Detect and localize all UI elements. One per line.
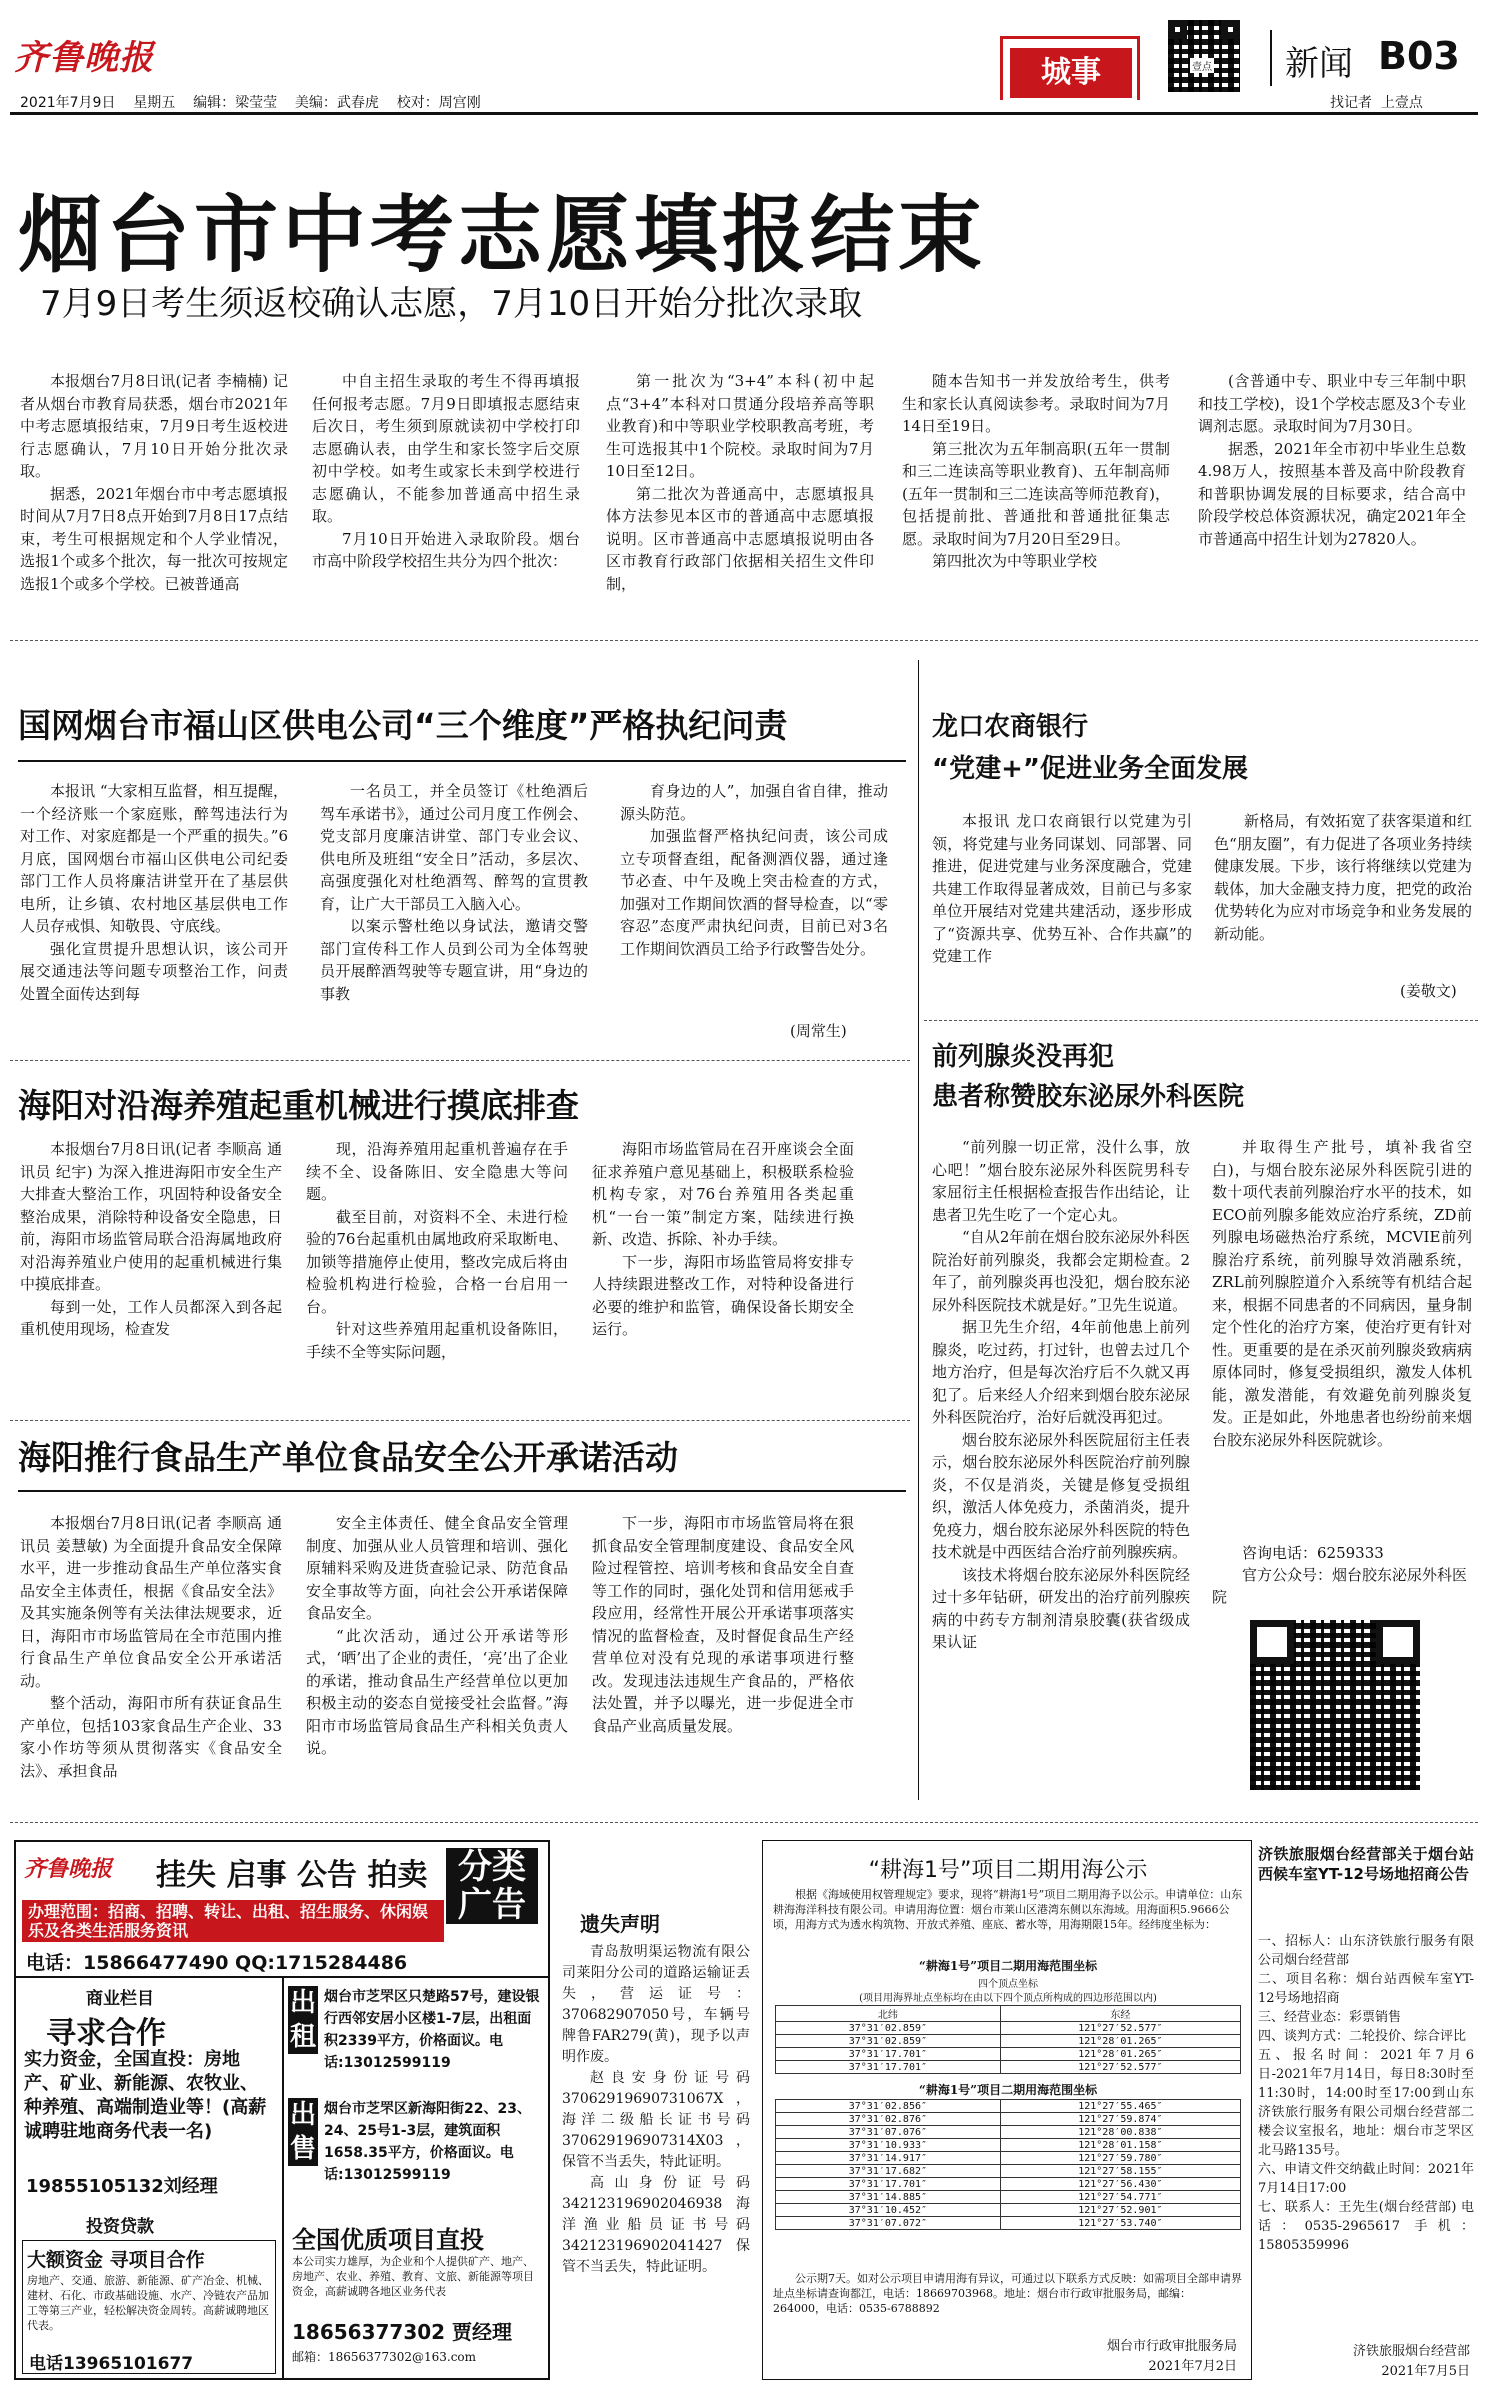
qr-caption: 壹点 (1190, 58, 1214, 73)
sea-sign: 烟台市行政审批服务局 (1106, 2339, 1237, 2354)
side1-column-2: 新格局，有效拓宽了获客渠道和红色“朋友圈”，有力促进了各项业务持续健康发展。下步，该行将继续以党建为载体，加大金融支持力度，把党的政治优势转化为应对市场竞争和业务发展的新动能。 (1214, 812, 1472, 943)
biz-phone: 19855105132刘经理 (26, 2176, 218, 2197)
nat-title: 全国优质项目直投 (292, 2226, 484, 2254)
sell-tag: 出售 (289, 2100, 316, 2164)
side2-column-1: “前列腺一切正常，没什么事，放心吧！”烟台胶东泌尿外科医院男科专家屈衍主任根据检查报告作出结论，让患者卫先生吃了一个定心丸。 “自从2年前在烟台胶东泌尿外科医院治好前列腺炎，我都会定期检查。2年了，前列腺炎再也没犯，烟台胶东泌尿外科医院技术就是好。”卫先生说道。 据卫先生介绍，4年前他患上前列腺炎，吃过药，打过针，也曾去过几个地方治疗，但是每次治疗后不久就又再犯了。后来经人介绍来到烟台胶东泌尿外科医院治疗，治好后就没再犯过。 烟台胶东泌尿外科医院屈衍主任表示，烟台胶东泌尿外科医院治疗前列腺炎，不仅是消炎，关键是修复受损组织，激活人体免疫力，杀菌消炎，提升免疫力，烟台胶东泌尿外科医院的特色技术就是中西医结合治疗前列腺疾病。 该技术将烟台胶东泌尿外科医院经过十多年钻研，研发出的治疗前列腺疾病的中药专方制剂清泉胶囊(获省级成果认证 (932, 1138, 1190, 1651)
header-vline (1270, 30, 1272, 86)
lost-title: 遗失声明 (580, 1912, 660, 1936)
table-row: 37°31′02.859″ 121°27′52.577″ (776, 2022, 1241, 2035)
side1-column-1: 本报讯 龙口农商银行以党建为引领，将党建与业务同谋划、同部署、同推进，促进党建与业务深度融合，党建共建工作取得显著成效，目前已与多家单位开展结对党建共建活动，逐步形成了“资源共享、优势互补、合作共赢”的党建工作 (932, 812, 1192, 965)
lead-headline: 烟台市中考志愿填报结束 (18, 186, 987, 284)
classified-scope: 办理范围：招商、招聘、转让、出租、招生服务、休闲娱乐及各类生活服务资讯 (22, 1900, 444, 1942)
sea-table1-sub: 四个顶点坐标 (978, 1979, 1038, 1990)
classified-contact: 电话：15866477490 QQ:1715284486 (26, 1952, 408, 1974)
article1-rule (18, 760, 906, 762)
rail-items (1258, 1932, 1474, 2255)
sea-table1-title: “耕海1号”项目二期用海范围坐标 (918, 1959, 1098, 1973)
article3-column-3: 下一步，海阳市市场监管局将在狠抓食品安全管理制度建设、食品安全风险过程管控、培训考核和食品安全自查等工作的同时，强化处罚和信用惩戒手段应用，经常性开展公开承诺事项落实情况的监督检查，及时督促食品生产经营单位对没有兑现的承诺事项进行整改。发现违法违规生产食品的，严格依法处置，并予以曝光，进一步促进全市食品产业高质量发展。 (592, 1514, 854, 1735)
article2-column-2: 现，沿海养殖用起重机普遍存在手续不全、设备陈旧、安全隐患大等问题。 截至目前，对资料不全、未进行检验的76台起重机由属地政府采取断电、加锁等措施停止使用，整改完成后将由检验机构进行检验，合格一台启用一台。 针对这些养殖用起重机设备陈旧，手续不全等实际问题， (306, 1140, 568, 1361)
ad-divider (10, 1822, 1478, 1823)
inv-box (22, 2240, 276, 2374)
side1-title-2: “党建+”促进业务全面发展 (932, 754, 1248, 784)
rent-body: 烟台市芝罘区只楚路57号，建设银行西邻安居小区楼1-7层，出租面积2339平方，价格面议。电话:13012599119 (324, 1989, 540, 2071)
side2-title-1: 前列腺炎没再犯 (932, 1042, 1115, 1072)
proof-credit: 校对：周宫刚 (396, 95, 481, 111)
issue-info (20, 92, 481, 112)
inv-heading: 投资贷款 (86, 2217, 154, 2237)
side2-qr-code (1250, 1620, 1420, 1790)
rail-item: 七、联系人：王先生(烟台经营部) 电话：0535-2965617 手机：15805359996 (1258, 2200, 1474, 2253)
article2-headline: 海阳对沿海养殖起重机械进行摸底排查 (18, 1086, 579, 1125)
nat-body: 本公司实力雄厚，为企业和个人提供矿产、地产、房地产、农业、养殖、教育、文旅、新能源等项目资金，高薪诚聘各地区业务代表 (292, 2255, 534, 2298)
article3-column-2: 安全主体责任、健全食品安全管理制度、加强从业人员管理和培训、强化原辅料采购及进货查验记录、防范食品安全事故等方面，向社会公开承诺保障食品安全。 “此次活动，通过公开承诺等形式，‘晒’出了企业的责任，‘亮’出了企业的承诺，推动食品生产经营单位以更加积极主动的姿态自觉接受社会监督。”海阳市市场监管局食品生产科相关负责人说。 (306, 1514, 568, 1757)
lead-divider (10, 640, 1478, 641)
biz-body: 实力资金，全国直投：房地产、矿业、新能源、农牧业、种养殖、高端制造业等！(高薪诚聘驻地商务代表一名) (24, 2049, 267, 2142)
classified-logo: 齐鲁晚报 (24, 1857, 113, 1882)
header-qr-code (1168, 20, 1240, 92)
sea-title: “耕海1号”项目二期用海公示 (868, 1858, 1148, 1883)
lead-column-1: 本报烟台7月8日讯(记者 李楠楠) 记者从烟台市教育局获悉，烟台市2021年中考志愿填报结束，7月9日考生返校进行志愿确认，7月10日开始分批次录取。 据悉，2021年烟台市中考志愿填报时间从7月7日8点开始到7月8日17点结束，考生可根据规定和个人学业情况，选报1个或多个批次，每一批次可按规定选报1个或多个学校。已被普通高 (20, 372, 288, 593)
table-row: 37°31′10.452″ 121°27′52.901″ (776, 2204, 1241, 2217)
rail-item: 五、报名时间：2021年7月6日-2021年7月14日，每日8:30时至11:30时，14:00时至17:00到山东济铁旅行服务有限公司烟台经营部二楼会议室报名，地址：烟台市芝罘区北马路135号。 (1258, 2048, 1474, 2158)
table-row: 37°31′17.682″ 121°27′58.155″ (776, 2165, 1241, 2178)
sea-table-1 (775, 2005, 1241, 2074)
table1-head-lat: 北纬 (776, 2006, 1001, 2022)
side1-title-1: 龙口农商银行 (932, 712, 1089, 742)
side1-divider (924, 1020, 1478, 1021)
side2-phone: 咨询电话：6259333 (1242, 1544, 1384, 1562)
lead-column-3: 第一批次为“3+4”本科(初中起点“3+4”本科对口贯通分段培养高等职业教育)和中等职业学校职教高考班，考生可选报其中1个院校。录取时间为7月10日至12日。 第二批次为普通高中，志愿填报具体方法参见本区市的普通高中志愿填报说明。区市普通高中志愿填报说明由各区市教育行政部门依据相关招生文件印制， (606, 372, 874, 593)
table-row: 37°31′02.876″ 121°27′59.874″ (776, 2113, 1241, 2126)
classified-headline: 挂失 启事 公告 拍卖 (156, 1858, 428, 1893)
table-row: 37°31′14.917″ 121°27′59.780″ (776, 2152, 1241, 2165)
rent-tag: 出租 (289, 1988, 316, 2052)
table-row: 37°31′17.701″ 121°27′56.430″ (776, 2178, 1241, 2191)
table-row: 37°31′07.072″ 121°27′53.740″ (776, 2217, 1241, 2230)
nat-phone: 18656377302 贾经理 (292, 2320, 513, 2344)
rail-date: 2021年7月5日 (1381, 2364, 1470, 2379)
lead-subheadline: 7月9日考生须返校确认志愿，7月10日开始分批次录取 (40, 284, 863, 324)
inv-body: 房地产、交通、旅游、新能源、矿产冶金、机械、建材、石化、市政基础设施、水产、冷链农产品加工等第三产业，轻松解决资金周转。高薪诚聘地区代表。 (27, 2274, 269, 2332)
biz-title: 寻求合作 (46, 2016, 166, 2051)
classified-tag: 分类广告 (446, 1848, 538, 1924)
article1-divider (10, 1060, 910, 1061)
article1-byline: (周常生) (790, 1022, 847, 1040)
editor-credit: 编辑：梁莹莹 (193, 95, 278, 111)
lead-column-5: (含普通中专、职业中专三年制中职和技工学校)，设1个学校志愿及3个专业调剂志愿。录取时间为7月30日。 据悉，2021年全市初中毕业生总数4.98万人，按照基本普及高中阶段教育和普职协调发展的目标要求，结合高中阶段学校总体资源状况，确定2021年全市普通高中招生计划为27820人。 (1198, 372, 1466, 548)
article3-column-1: 本报烟台7月8日讯(记者 李顺高 通讯员 姜慧敏) 为全面提升食品安全保障水平，进一步推动食品生产单位落实食品安全主体责任，根据《食品安全法》及其实施条例等有关法律法规要求，近日，海阳市市场监管局在全市范围内推行食品生产单位食品安全公开承诺活动。 整个活动，海阳市所有获证食品生产单位，包括103家食品生产企业、33家小作坊等须从贯彻落实《食品安全法》、承担食品 (20, 1514, 282, 1780)
side-vline (918, 660, 919, 1800)
table-row: 37°31′02.856″ 121°27′55.465″ (776, 2100, 1241, 2113)
lost-body: 青岛敖明渠运物流有限公司莱阳分公司的道路运输证丢失，营运证号：370682907050号，车辆号牌鲁FAR279(黄)，现予以声明作废。 赵良安身份证号码370629196907310​67X，海洋二级船长证书号码370629196907314X03，保管不当丢失，特此证明。 高山身份证号码342123196902046938海洋渔业船员证书号码342123196902041427保管不当丢失，特此证明。 (562, 1944, 750, 2275)
classified-vline (282, 1978, 284, 2380)
article2-divider (10, 1420, 910, 1421)
article1-column-2: 一名员工，并全员签订《杜绝酒后驾车承诺书》，通过公司月度工作例会、党支部月度廉洁讲堂、部门专业会议、供电所及班组“安全日”活动，多层次、高强度强化对杜绝酒驾、醉驾的宣贯教育，让广大干部员工入脑入心。 以案示警杜绝以身试法，邀请交警部门宣传科工作人员到公司为全体驾驶员开展醉酒驾驶等专题宣讲，用“身边的事教 (320, 782, 588, 1003)
sea-table1-caption: (项目用海界址点坐标均在由以下四个顶点所构成的四边形范围以内) (859, 1993, 1157, 2004)
table-row: 37°31′17.701″ 121°28′01.265″ (776, 2048, 1241, 2061)
table-row: 37°31′02.859″ 121°28′01.265″ (776, 2035, 1241, 2048)
sea-sign-date: 2021年7月2日 (1148, 2359, 1237, 2374)
rail-item: 一、招标人：山东济铁旅行服务有限公司烟台经营部 (1258, 1934, 1474, 1968)
table-row: 37°31′07.076″ 121°28′00.838″ (776, 2126, 1241, 2139)
issue-weekday: 星期五 (133, 95, 176, 111)
sea-table2-title: “耕海1号”项目二期用海范围坐标 (918, 2083, 1098, 2097)
rail-title: 济铁旅服烟台经营部关于烟台站西候车室YT-12号场地招商公告 (1258, 1845, 1474, 1883)
article1-column-3: 育身边的人”，加强自省自律，推动源头防范。 加强监督严格执纪问责，该公司成立专项督查组，配备测酒仪器，通过逢节必查、中午及晚上突击检查的方式，加强对工作期间饮酒的督导检查，以“零容忍”态度严肃执纪问责，目前已对3名工作期间饮酒员工给予行政警告处分。 (620, 782, 888, 958)
sea-notice (762, 1840, 1252, 2380)
article3-rule (18, 1490, 906, 1492)
issue-date: 2021年7月9日 (20, 95, 116, 111)
newspaper-logo: 齐鲁晚报 (14, 38, 154, 78)
rail-item: 三、经营业态：彩票销售 (1258, 2010, 1402, 2025)
rail-item: 二、项目名称：烟台站西候车室YT-12号场地招商 (1258, 1972, 1474, 2006)
sell-body: 烟台市芝罘区新海阳街22、23、24、25号1-3层，建筑面积1658.35平方，价格面议。电话:13012599119 (324, 2101, 531, 2183)
rail-sign: 济铁旅服烟台经营部 (1352, 2344, 1470, 2359)
inv-phone: 电话13965101677 (29, 2354, 194, 2374)
rail-notice (1258, 1840, 1474, 2380)
side2-column-2: 并取得生产批号，填补我省空白)，与烟台胶东泌尿外科医院引进的数十项代表前列腺治疗水平的技术，如ECO前列腺多能效应治疗系统，ZD前列腺电场磁热治疗系统，MCVIE前列腺治疗系统，前列腺导效消融系统，ZRL前列腺腔道介入系统等有机结合起来，根据不同患者的不同病因，量身制定个性化的治疗方案，使治疗更有针对性。更重要的是在杀灭前列腺炎致病病原体同时，修复受损组织，激发人体机能，激发潜能，有效避免前列腺炎复发。正是如此，外地患者也纷纷前来烟台胶东泌尿外科医院就诊。 (1212, 1138, 1472, 1449)
article3-headline: 海阳推行食品生产单位食品安全公开承诺活动 (18, 1438, 678, 1477)
table-row: 37°31′10.933″ 121°28′01.158″ (776, 2139, 1241, 2152)
classified-ad (14, 1840, 550, 2380)
nat-mail: 邮箱：18656377302@163.com (292, 2350, 477, 2364)
inv-title: 大额资金 寻项目合作 (27, 2249, 205, 2271)
designer-credit: 美编：武春虎 (294, 95, 379, 111)
side1-byline: (姜敬文) (1400, 982, 1457, 1000)
table1-head-lon: 东经 (1000, 2006, 1240, 2022)
channel-name: 新闻 (1285, 44, 1353, 84)
article1-column-1: 本报讯 “大家相互监督，相互提醒，一个经济账一个家庭账，醉驾违法行为对工作、对家庭都是一个严重的损失。”6月底，国网烟台市福山区供电公司纪委部门工作人员将廉洁讲堂开在了基层供电所，让乡镇、农村地区基层供电工作人员存戒惧、知敬畏、守底线。 强化宣贯提升思想认识，该公司开展交通违法等问题专项整治工作，问责处置全面传达到每 (20, 782, 288, 1003)
rail-item: 四、谈判方式：二轮投价、综合评比 (1258, 2029, 1467, 2044)
article1-headline: 国网烟台市福山区供电公司“三个维度”严格执纪问责 (18, 706, 788, 745)
sea-intro: 根据《海域使用权管理规定》要求，现将“耕海1号”项目二期用海予以公示。申请单位：山东耕海海洋科技有限公司。申请用海位置：烟台市莱山区港湾东侧以东海域。用海面积5.9666公顷，用海方式为透水构筑物、开放式养殖、座底、蓄水等，用海期限15年。经纬度坐标为： (773, 1888, 1243, 1931)
table-row: 37°31′17.701″ 121°27′52.577″ (776, 2061, 1241, 2074)
rail-item: 六、申请文件交纳截止时间：2021年7月14日17:00 (1258, 2162, 1474, 2196)
reporter-slogan: 找记者 上壹点 (1330, 95, 1423, 111)
section-label: 城事 (1010, 48, 1132, 98)
page-number: B03 (1378, 34, 1460, 78)
sea-table-2 (775, 2099, 1241, 2230)
side2-account: 官方公众号：烟台胶东泌尿外科医院 (1212, 1566, 1468, 1606)
table-row: 37°31′14.885″ 121°27′54.771″ (776, 2191, 1241, 2204)
lead-column-4: 随本告知书一并发放给考生，供考生和家长认真阅读参考。录取时间为7月14日至19日。 第三批次为五年制高职(五年一贯制和三二连读高等职业教育)、五年制高师(五年一贯制和三二连读高等师范教育)，包括提前批、普通批和普通批征集志愿。录取时间为7月20日至29日。 第四批次为中等职业学校 (902, 372, 1170, 570)
sea-footer: 公示期7天。如对公示项目申请用海有异议，可通过以下联系方式反映：如需项目全部申请界址点坐标请查询都江，电话：18669703968。地址：烟台市行政审批服务局，邮编：264000，电话：0535-6788892 (773, 2272, 1242, 2315)
article2-column-3: 海阳市场监管局在召开座谈会全面征求养殖户意见基础上，积极联系检验机构专家，对76台养殖用各类起重机“一台一策”制定方案，陆续进行换新、改造、拆除、补办手续。 下一步，海阳市场监管局将安排专人持续跟进整改工作，对特种设备进行必要的维护和监管，确保设备长期安全运行。 (592, 1140, 854, 1338)
article2-column-1: 本报烟台7月8日讯(记者 李顺高 通讯员 纪宇) 为深入推进海阳市安全生产大排查大整治工作，巩固特种设备安全整治成果，消除特种设备安全隐患，日前，海阳市场监管局联合沿海属地政府对沿海养殖业户使用的起重机械进行集中摸底排查。 每到一处，工作人员都深入到各起重机使用现场，检查发 (20, 1140, 282, 1338)
biz-heading: 商业栏目 (86, 1989, 154, 2009)
header-rule (10, 112, 1478, 115)
side2-title-2: 患者称赞胶东泌尿外科医院 (932, 1082, 1245, 1112)
lead-column-2: 中自主招生录取的考生不得再填报任何报考志愿。7月9日即填报志愿结束后次日，考生须到原就读初中学校打印志愿确认表，由学生和家长签字后交原初中学校。如考生或家长未到学校进行志愿确认，不能参加普通高中招生录取。 7月10日开始进入录取阶段。烟台市高中阶段学校招生共分为四个批次： (312, 372, 580, 570)
